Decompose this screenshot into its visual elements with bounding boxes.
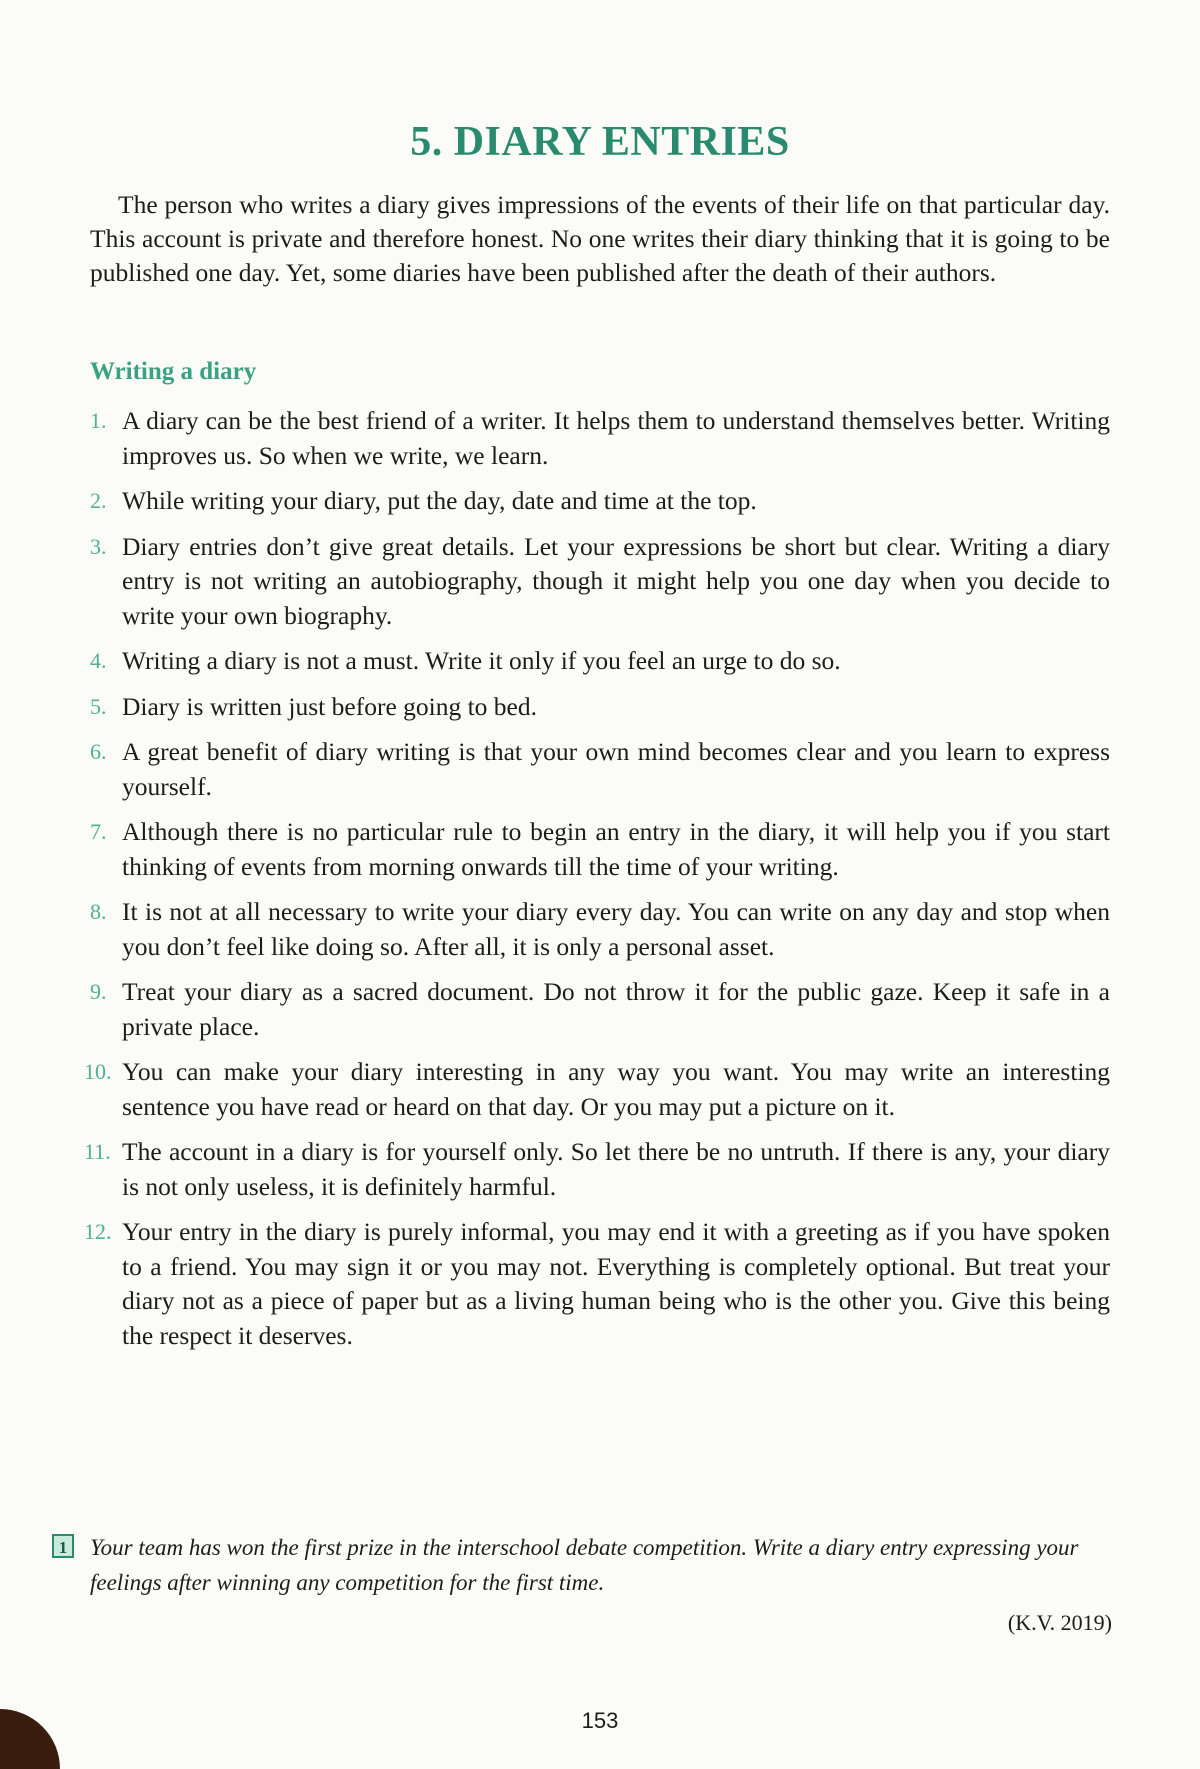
list-item — [90, 815, 1110, 884]
item-number: 3. — [90, 533, 107, 559]
list-item — [84, 1215, 1110, 1353]
list-item — [90, 484, 1110, 519]
page-number: 153 — [581, 1708, 619, 1733]
list-item — [84, 1135, 1110, 1204]
list-item — [90, 644, 1110, 679]
section-heading: Writing a diary — [90, 358, 257, 385]
guidelines-list — [84, 404, 1110, 1364]
list-item — [90, 895, 1110, 964]
item-number: 12. — [84, 1219, 112, 1244]
item-number: 6. — [90, 739, 107, 764]
item-number: 11. — [84, 1139, 111, 1164]
item-number: 10. — [84, 1059, 112, 1084]
item-text: While writing your diary, put the day, date and time at the top. — [122, 486, 757, 515]
item-text: Diary entries don’t give great details. Let your expressions be short but clear. Writing a diary entry is not writing an autobiography, though it might help you one day when you decide to write your own biography. — [122, 531, 1110, 630]
exercise-prompt: Your team has won the first prize in the interschool debate competition. Write a diary entry expressing your feelings after winning any competition for the first time. — [90, 1535, 1079, 1595]
item-number: 8. — [90, 899, 107, 924]
item-text: Diary is written just before going to bed. — [122, 691, 537, 721]
item-text: The account in a diary is for yourself only. So let there be no untruth. If there is any, your diary is not only useless, it is definitely harmful. — [122, 1137, 1110, 1201]
list-item — [90, 690, 1110, 725]
item-text: You can make your diary interesting in any way you want. You may write an interesting sentence you have read or heard on that day. Or you may put a picture on it. — [122, 1057, 1110, 1121]
item-text: A diary can be the best friend of a writer. It helps them to understand themselves better. Writing improves us. So when we write, we learn. — [122, 406, 1110, 470]
exercise-source: (K.V. 2019) — [1007, 1610, 1112, 1635]
item-text: Writing a diary is not a must. Write it only if you feel an urge to do so. — [122, 646, 841, 675]
item-text: A great benefit of diary writing is that your own mind becomes clear and you learn to express yourself. — [122, 737, 1110, 801]
exercise-number-badge: 1 — [52, 1534, 74, 1558]
item-text: Although there is no particular rule to begin an entry in the diary, it will help you if you start thinking of events from morning onwards till the time of your writing. — [122, 817, 1110, 881]
list-item — [84, 1055, 1110, 1124]
item-text: Treat your diary as a sacred document. Do not throw it for the public gaze. Keep it safe in a private place. — [122, 977, 1110, 1041]
item-text: Your entry in the diary is purely informal, you may end it with a greeting as if you have spoken to a friend. You may sign it or you may not. Everything is completely optional. But treat your diary not as a piece of paper but as a living human being who is the other you. Give this being the respect it deserves. — [122, 1217, 1110, 1350]
item-text: It is not at all necessary to write your diary every day. You can write on any day and stop when you don’t feel like doing so. After all, it is only a personal asset. — [122, 897, 1110, 961]
intro-paragraph: The person who writes a diary gives impressions of the events of their life on that particular day. This account is private and therefore honest. No one writes their diary thinking that it is going to be published one day. Yet, some diaries have been published after the death of their authors. — [90, 190, 1110, 287]
chapter-title: 5. DIARY ENTRIES — [410, 119, 790, 165]
item-number: 2. — [90, 488, 107, 513]
list-item — [90, 530, 1110, 634]
item-number: 1. — [90, 408, 107, 433]
list-item — [90, 404, 1110, 473]
list-item — [90, 975, 1110, 1044]
item-number: 5. — [90, 693, 107, 719]
list-item — [90, 735, 1110, 804]
item-number: 7. — [90, 819, 107, 844]
item-number: 4. — [90, 648, 107, 673]
item-number: 9. — [90, 979, 107, 1004]
